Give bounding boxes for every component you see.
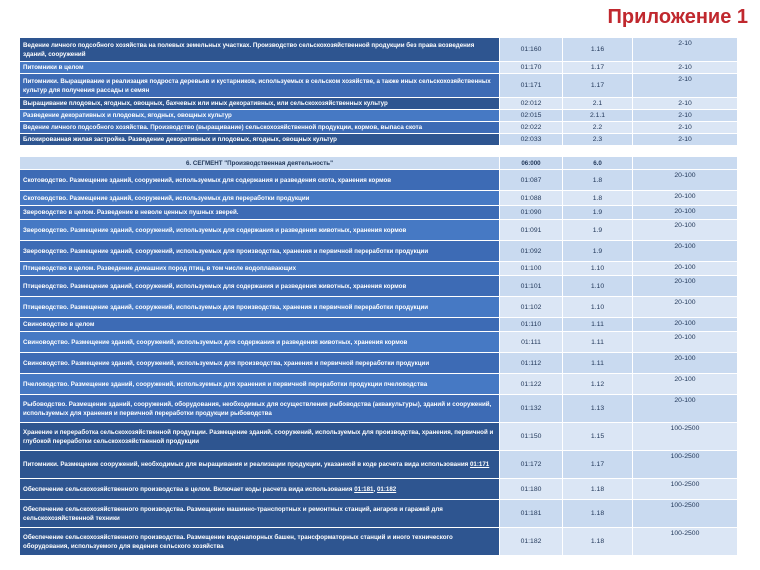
row-range: 100-2500 [633,528,738,556]
row-range: 2-10 [633,122,738,134]
row-number: 1.11 [563,318,633,332]
table-row [20,332,738,353]
row-description: Свиноводство. Размещение зданий, сооружений, используемых для производства, хранения и первичной переработки продукции [20,353,500,374]
row-code: 01:181 [500,500,563,528]
row-description: Ведение личного подсобного хозяйства. Производство (выращивание) сельскохозяйственной продукции, кормов, выпаса скота [20,122,500,134]
row-number: 2.3 [563,134,633,146]
row-description: Звероводство в целом. Разведение в неволе ценных пушных зверей. [20,206,500,220]
table-row [20,170,738,191]
table-row [20,62,738,74]
row-number: 1.16 [563,38,633,62]
row-number: 1.17 [563,62,633,74]
row-range: 2-10 [633,74,738,98]
row-range: 2-10 [633,98,738,110]
table-spacer [20,146,738,157]
row-range: 20-100 [633,206,738,220]
row-number: 2.1 [563,98,633,110]
row-description: Рыбоводство. Размещение зданий, сооружений, оборудования, необходимых для осуществления рыбоводства (аквакультуры), зданий и сооружений, используемых для хранения и первичной переработки продукции рыбоводства [20,395,500,423]
table-row [20,110,738,122]
row-number: 1.8 [563,191,633,206]
row-code: 01:160 [500,38,563,62]
row-number: 2.2 [563,122,633,134]
row-code: 01:171 [500,74,563,98]
row-description: Скотоводство. Размещение зданий, сооружений, используемых для переработки продукции [20,191,500,206]
table-row [20,276,738,297]
row-description: Звероводство. Размещение зданий, сооружений, используемых для производства, хранения и первичной переработки продукции [20,241,500,262]
table-row [20,38,738,62]
table-row [20,318,738,332]
row-number: 1.13 [563,395,633,423]
row-number: 1.10 [563,262,633,276]
table-body [20,38,738,556]
row-code: 01:100 [500,262,563,276]
table-row [20,206,738,220]
row-range: 2-10 [633,110,738,122]
row-range: 2-10 [633,62,738,74]
row-description: Питомники в целом [20,62,500,74]
row-description [20,479,500,500]
row-number: 1.17 [563,74,633,98]
row-range: 20-100 [633,191,738,206]
row-code: 01:092 [500,241,563,262]
table-row [20,220,738,241]
row-number: 1.18 [563,528,633,556]
table-row [20,374,738,395]
code-link[interactable]: 01:171 [469,461,490,468]
table-row [20,74,738,98]
appendix-title: Приложение 1 [607,6,748,28]
row-description: Питомники. Выращивание и реализация подроста деревьев и кустарников, используемых в сельском хозяйстве, а также иных сельскохозяйственных культур для получения рассады и семян [20,74,500,98]
row-range: 20-100 [633,262,738,276]
link-separator: , [373,485,377,493]
row-description: Обеспечение сельскохозяйственного производства. Размещение машинно-транспортных и ремонтных станций, ангаров и гаражей для сельскохозяйственной техники [20,500,500,528]
row-range: 100-2500 [633,500,738,528]
row-code: 01:110 [500,318,563,332]
row-range: 20-100 [633,353,738,374]
segment-header-row [20,157,738,170]
row-code: 01:182 [500,528,563,556]
row-description: Ведение личного подсобного хозяйства на полевых земельных участках. Производство сельскохозяйственной продукции без права возведения зданий, сооружений [20,38,500,62]
table-row [20,353,738,374]
row-code: 01:087 [500,170,563,191]
table-row [20,262,738,276]
table-row [20,122,738,134]
table-row [20,423,738,451]
row-code: 01:112 [500,353,563,374]
segment-title: 6. СЕГМЕНТ "Производственная деятельность" [20,157,500,170]
row-code: 01:132 [500,395,563,423]
row-range: 100-2500 [633,479,738,500]
table-row [20,500,738,528]
row-code: 01:101 [500,276,563,297]
code-link[interactable]: 01:181 [354,485,374,493]
row-code: 01:111 [500,332,563,353]
row-code: 01:091 [500,220,563,241]
row-number: 1.11 [563,332,633,353]
row-code: 01:122 [500,374,563,395]
row-description: Свиноводство в целом [20,318,500,332]
row-number: 1.9 [563,241,633,262]
code-link[interactable]: 01:182 [376,485,397,493]
row-description: Скотоводство. Размещение зданий, сооружений, используемых для содержания и разведения скота, хранения кормов [20,170,500,191]
row-range: 20-100 [633,220,738,241]
row-range: 2-10 [633,134,738,146]
row-number: 1.18 [563,479,633,500]
row-number: 1.8 [563,170,633,191]
row-description: Свиноводство. Размещение зданий, сооружений, используемых для содержания и разведения животных, хранения кормов [20,332,500,353]
row-code: 02:022 [500,122,563,134]
row-description: Птицеводство. Размещение зданий, сооружений, используемых для производства, хранения и первичной переработки продукции [20,297,500,318]
row-number: 2.1.1 [563,110,633,122]
row-range: 2-10 [633,38,738,62]
row-description: Обеспечение сельскохозяйственного производства. Размещение водонапорных башен, трансформаторных станций и иного технического оборудования, используемого для ведения сельского хозяйства [20,528,500,556]
row-code: 01:088 [500,191,563,206]
row-number: 1.9 [563,206,633,220]
segment-code: 06:000 [500,157,563,170]
row-description: Птицеводство в целом. Разведение домашних пород птиц, в том числе водоплавающих [20,262,500,276]
table-row [20,98,738,110]
row-code: 01:090 [500,206,563,220]
row-range: 20-100 [633,332,738,353]
row-description: Выращивание плодовых, ягодных, овощных, бахчевых или иных декоративных, или сельскохозяйственных культур [20,98,500,110]
row-code: 01:150 [500,423,563,451]
row-description: Блокированная жилая застройка. Разведение декоративных и плодовых, ягодных, овощных культур [20,134,500,146]
row-range: 100-2500 [633,451,738,479]
row-code: 01:180 [500,479,563,500]
row-number: 1.12 [563,374,633,395]
table-row [20,191,738,206]
row-range: 20-100 [633,241,738,262]
row-description: Разведение декоративных и плодовых, ягодных, овощных культур [20,110,500,122]
row-description-text: Питомники. Размещение сооружений, необходимых для выращивания и реализации продукции, указанной в коде расчета вида использования [23,461,470,468]
row-description: Хранение и переработка сельскохозяйственной продукции. Размещение зданий, сооружений, используемых для производства, хранения, первичной и глубокой переработки сельскохозяйственной продукции [20,423,500,451]
segment-number: 6.0 [563,157,633,170]
row-code: 01:172 [500,451,563,479]
row-number: 1.17 [563,451,633,479]
row-number: 1.10 [563,276,633,297]
table-row [20,241,738,262]
row-description: Звероводство. Размещение зданий, сооружений, используемых для содержания и разведения животных, хранения кормов [20,220,500,241]
segment-range [633,157,738,170]
row-range: 100-2500 [633,423,738,451]
row-number: 1.18 [563,500,633,528]
row-number: 1.10 [563,297,633,318]
row-description [20,451,500,479]
row-description: Пчеловодство. Размещение зданий, сооружений, используемых для хранения и первичной переработки продукции пчеловодства [20,374,500,395]
row-code: 02:033 [500,134,563,146]
table-row [20,479,738,500]
table-row [20,528,738,556]
table-row [20,297,738,318]
table-row [20,134,738,146]
row-number: 1.15 [563,423,633,451]
row-code: 02:015 [500,110,563,122]
row-number: 1.9 [563,220,633,241]
row-code: 01:102 [500,297,563,318]
row-code: 02:012 [500,98,563,110]
row-number: 1.11 [563,353,633,374]
row-range: 20-100 [633,318,738,332]
row-description: Птицеводство. Размещение зданий, сооружений, используемых для содержания и разведения животных, хранения кормов [20,276,500,297]
table-row [20,395,738,423]
row-range: 20-100 [633,297,738,318]
row-range: 20-100 [633,276,738,297]
row-code: 01:170 [500,62,563,74]
land-use-table [19,37,738,556]
row-range: 20-100 [633,170,738,191]
table-row [20,451,738,479]
row-description-text: Обеспечение сельскохозяйственного производства в целом. Включает коды расчета вида использования [23,485,355,493]
row-range: 20-100 [633,395,738,423]
row-range: 20-100 [633,374,738,395]
